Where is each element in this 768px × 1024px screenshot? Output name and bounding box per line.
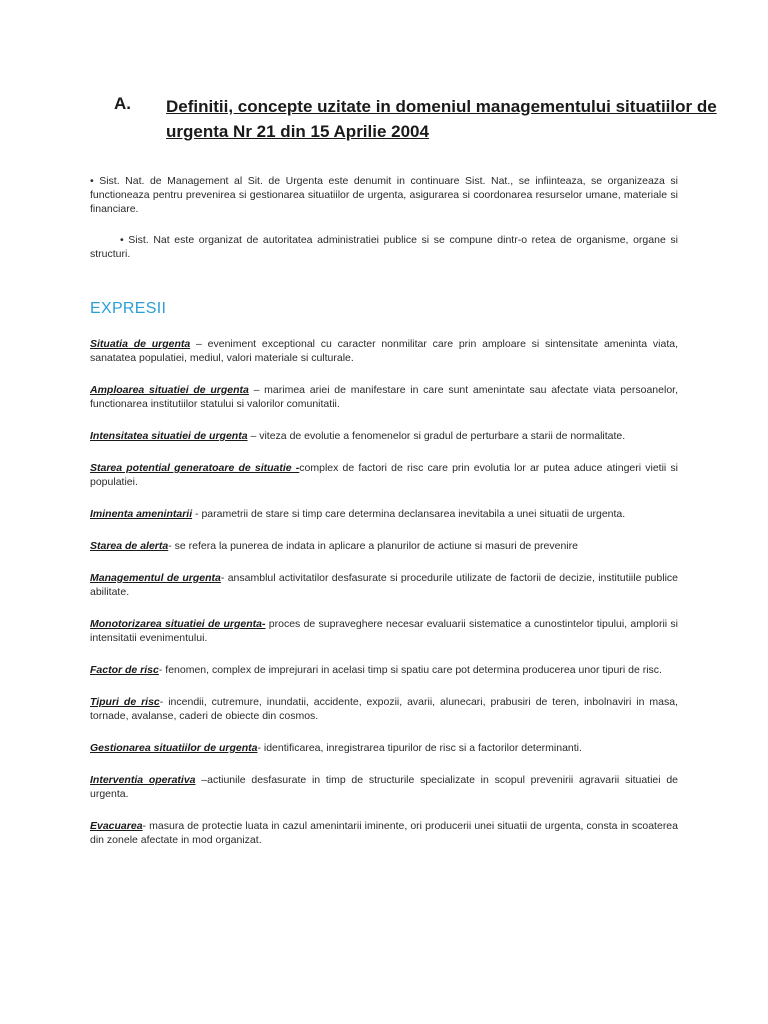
intro-paragraph-2-text: • Sist. Nat este organizat de autoritatea administratiei publice si se compune dintr-o retea de organisme, organe si structuri. <box>90 233 678 260</box>
definition-term: Evacuarea <box>90 820 143 832</box>
definition-text: - se refera la punerea de indata in aplicare a planurilor de actiune si masuri de prevenire <box>168 540 578 552</box>
definition-term: Situatia de urgenta <box>90 338 191 350</box>
definition-item <box>90 571 678 599</box>
definition-text: proces de supraveghere necesar evaluarii sistematice a cunostintelor tipului, amplorii si intensitatii evenimentului. <box>90 618 678 644</box>
definition-text: – marimea ariei de manifestare in care sunt amenintate sau afectate viata persoanelor, functionarea institutiilor statului si valorilor comunitatii. <box>90 384 678 410</box>
definition-item <box>90 695 678 723</box>
definition-item <box>90 507 678 521</box>
definition-item <box>90 383 678 411</box>
definition-text: - ansamblul activitatilor desfasurate si procedurile utilizate de factorii de decizie, institutiile publice abilitate. <box>90 572 678 598</box>
heading-title: Definitii, concepte uzitate in domeniul managementului situatiilor de urgenta Nr 21 din 15 Aprilie 2004 <box>166 97 717 141</box>
definition-term: Interventia operativa <box>90 774 196 786</box>
definition-text: - identificarea, inregistrarea tipurilor de risc si a factorilor determinanti. <box>257 742 582 754</box>
definition-item <box>90 539 678 553</box>
section-title-expresii: EXPRESII <box>90 300 167 317</box>
definition-text: - incendii, cutremure, inundatii, accidente, expozii, avarii, alunecari, prabusiri de teren, inbolnaviri in masa, tornade, avalanse, caderi de obiecte din cosmos. <box>90 696 678 722</box>
definition-term: Monotorizarea situatiei de urgenta- <box>90 618 266 630</box>
definition-term: Gestionarea situatiilor de urgenta <box>90 742 258 754</box>
definition-item <box>90 429 678 443</box>
definition-text: - parametrii de stare si timp care determina declansarea inevitabila a unei situatii de urgenta. <box>192 508 626 520</box>
definitions-list <box>90 337 678 865</box>
definition-text: – viteza de evolutie a fenomenelor si gradul de perturbare a starii de normalitate. <box>247 430 626 442</box>
definition-term: Tipuri de risc <box>90 696 160 708</box>
definition-term: Starea de alerta <box>90 540 169 552</box>
definition-item <box>90 819 678 847</box>
definition-text: - fenomen, complex de imprejurari in acelasi timp si spatiu care pot determina producerea unor tipuri de risc. <box>158 664 662 676</box>
definition-term: Intensitatea situatiei de urgenta <box>90 430 248 442</box>
definition-text: - masura de protectie luata in cazul amenintarii iminente, ori producerii unei situatii de urgenta, consta in scoaterea din zonele afectate in mod organizat. <box>90 820 678 846</box>
definition-term: Iminenta amenintarii <box>90 508 193 520</box>
definition-term: Managementul de urgenta <box>90 572 221 584</box>
definition-term: Amploarea situatiei de urgenta <box>90 384 249 396</box>
definition-item <box>90 461 678 489</box>
definition-text: complex de factori de risc care prin evolutia lor ar putea aduce atingeri vietii si populatiei. <box>90 462 678 488</box>
definition-item <box>90 773 678 801</box>
definition-item <box>90 617 678 645</box>
definition-text: – eveniment exceptional cu caracter nonmilitar care prin amploare si sintensitate ameninta viata, sanatatea populatiei, mediul, valori materiale si culturale. <box>90 338 679 364</box>
definition-item <box>90 741 678 755</box>
heading-section-letter: A. <box>114 94 131 113</box>
definition-term: Starea potential generatoare de situatie - <box>90 462 300 474</box>
definition-term: Factor de risc <box>90 664 159 676</box>
definition-item <box>90 663 678 677</box>
intro-paragraph-1: • Sist. Nat. de Management al Sit. de Urgenta este denumit in continuare Sist. Nat., se infiinteaza, se organizeaza si functioneaza pentru prevenirea si gestionarea situatiilor de urgenta, asigurarea si coordonarea resurselor umane, materiale si financiare. <box>90 174 678 215</box>
definition-text: –actiunile desfasurate in timp de structurile specializate in scopul prevenirii agravarii situatiei de urgenta. <box>90 774 678 800</box>
intro-paragraph-2 <box>90 233 678 261</box>
definition-item <box>90 337 678 365</box>
